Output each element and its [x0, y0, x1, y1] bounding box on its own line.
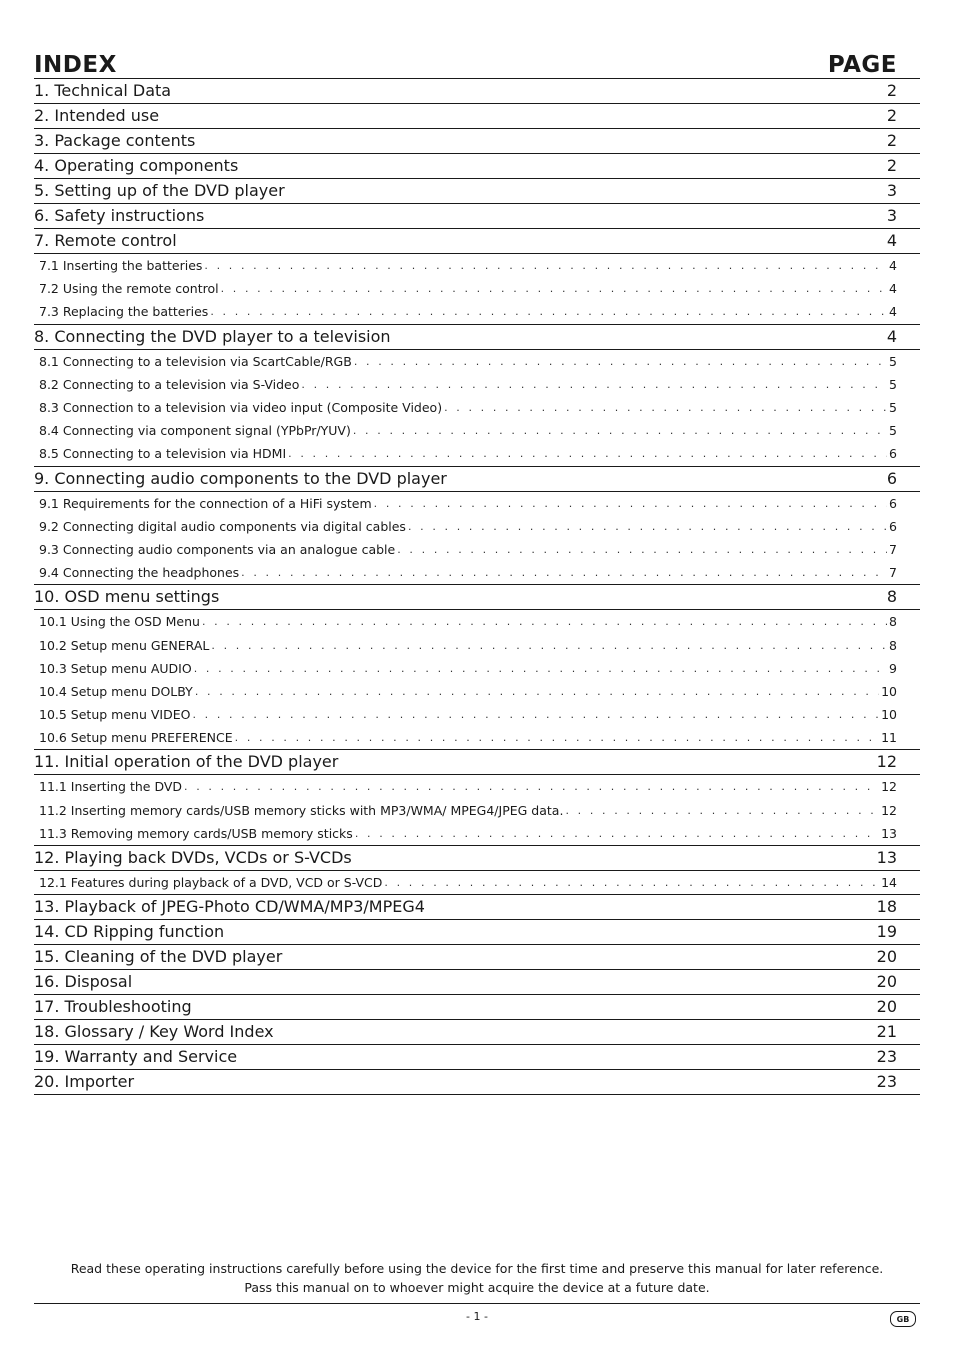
section-page: 23	[876, 1047, 897, 1067]
subsection-page: 6	[889, 446, 897, 462]
section-title: 12. Playing back DVDs, VCDs or S-VCDs	[34, 847, 352, 867]
dot-leader	[354, 355, 887, 368]
section-page: 2	[886, 81, 897, 100]
section-title: 19. Warranty and Service	[34, 1047, 238, 1067]
toc-subsection-row	[34, 561, 920, 585]
dot-leader	[374, 497, 887, 510]
subsection-page: 4	[889, 304, 897, 320]
dot-leader	[210, 305, 887, 318]
dot-leader	[235, 731, 879, 744]
toc-section-row	[34, 79, 920, 104]
section-page: 6	[886, 468, 897, 488]
dot-leader	[355, 827, 879, 840]
toc-section-row	[34, 325, 920, 350]
subsection-page: 4	[889, 258, 897, 274]
subsection-title: 10.3 Setup menu AUDIO	[39, 660, 192, 676]
dot-leader	[195, 685, 879, 698]
section-page: 21	[876, 1022, 897, 1042]
subsection-page: 5	[889, 353, 897, 369]
dot-leader	[194, 662, 887, 675]
dot-leader	[202, 615, 887, 628]
toc-subsection-row	[34, 538, 920, 561]
section-page: 2	[886, 106, 897, 125]
section-title: 13. Playback of JPEG-Photo CD/WMA/MP3/MPEG4	[34, 897, 425, 917]
subsection-title: 10.2 Setup menu GENERAL	[39, 637, 210, 653]
dot-leader	[241, 566, 887, 579]
dot-leader	[204, 259, 887, 272]
subsection-title: 10.1 Using the OSD Menu	[39, 614, 200, 630]
dot-leader	[192, 708, 879, 721]
section-page: 2	[886, 131, 897, 150]
dot-leader	[565, 804, 879, 817]
toc-subsection-row	[34, 657, 920, 680]
toc-subsection-row	[34, 610, 920, 633]
section-page: 2	[886, 156, 897, 175]
index-heading: INDEX	[34, 52, 117, 78]
footer-line-2: Pass this manual on to whoever might acquire the device at a future date.	[244, 1280, 710, 1295]
dot-leader	[221, 282, 887, 295]
subsection-page: 5	[889, 423, 897, 439]
toc-section-row	[34, 467, 920, 492]
toc-subsection-row	[34, 871, 920, 895]
subsection-title: 9.3 Connecting audio components via an analogue cable	[39, 541, 396, 557]
section-page: 3	[886, 206, 897, 225]
toc-body	[34, 79, 920, 1095]
toc-section-row	[34, 846, 920, 871]
subsection-title: 11.3 Removing memory cards/USB memory sticks	[39, 825, 353, 841]
toc-section-row	[34, 204, 920, 229]
toc-subsection-row	[34, 254, 920, 277]
toc-header	[34, 50, 920, 79]
section-title: 17. Troubleshooting	[34, 997, 192, 1017]
subsection-title: 11.1 Inserting the DVD	[39, 779, 183, 795]
subsection-title: 8.5 Connecting to a television via HDMI	[39, 446, 287, 462]
subsection-title: 7.1 Inserting the batteries	[39, 258, 203, 274]
toc-subsection-row	[34, 726, 920, 750]
dot-leader	[408, 520, 887, 533]
subsection-page: 13	[881, 825, 897, 841]
section-page: 13	[876, 847, 897, 867]
section-title: 16. Disposal	[34, 972, 133, 992]
toc-subsection-row	[34, 277, 920, 300]
toc-subsection-row	[34, 492, 920, 515]
dot-leader	[397, 543, 887, 556]
section-title: 8. Connecting the DVD player to a television	[34, 326, 391, 346]
dot-leader	[184, 780, 879, 793]
subsection-page: 12	[881, 779, 897, 795]
section-title: 1. Technical Data	[34, 81, 172, 100]
subsection-page: 14	[881, 875, 897, 891]
section-title: 20. Importer	[34, 1072, 135, 1092]
subsection-title: 10.6 Setup menu PREFERENCE	[39, 730, 233, 746]
subsection-page: 12	[881, 802, 897, 818]
subsection-page: 5	[889, 400, 897, 416]
toc-section-row	[34, 1070, 920, 1095]
section-page: 20	[876, 972, 897, 992]
section-page: 20	[876, 947, 897, 967]
section-page: 23	[876, 1072, 897, 1092]
subsection-title: 8.4 Connecting via component signal (YPbPr/YUV)	[39, 423, 351, 439]
section-title: 4. Operating components	[34, 156, 239, 175]
section-page: 12	[876, 752, 897, 772]
subsection-page: 8	[889, 637, 897, 653]
subsection-title: 9.4 Connecting the headphones	[39, 565, 240, 581]
subsection-page: 4	[889, 281, 897, 297]
section-title: 7. Remote control	[34, 231, 177, 250]
toc-subsection-row	[34, 633, 920, 656]
section-page: 3	[886, 181, 897, 200]
toc-section-row	[34, 154, 920, 179]
section-title: 2. Intended use	[34, 106, 160, 125]
subsection-title: 8.1 Connecting to a television via ScartCable/RGB	[39, 353, 352, 369]
toc-subsection-row	[34, 775, 920, 798]
toc-section-row	[34, 585, 920, 610]
dot-leader	[288, 447, 887, 460]
dot-leader	[384, 876, 879, 889]
section-title: 6. Safety instructions	[34, 206, 205, 225]
page-number: - 1 -	[466, 1310, 488, 1323]
subsection-title: 11.2 Inserting memory cards/USB memory sticks with MP3/WMA/ MPEG4/JPEG data.	[39, 802, 564, 818]
section-title: 10. OSD menu settings	[34, 587, 220, 607]
subsection-page: 6	[889, 518, 897, 534]
language-badge: GB	[890, 1311, 916, 1327]
subsection-page: 5	[889, 376, 897, 392]
section-page: 4	[886, 231, 897, 250]
toc-subsection-row	[34, 515, 920, 538]
toc-section-row	[34, 1045, 920, 1070]
section-page: 4	[886, 326, 897, 346]
toc-section-row	[34, 970, 920, 995]
section-page: 8	[886, 587, 897, 607]
subsection-title: 10.5 Setup menu VIDEO	[39, 707, 191, 723]
subsection-title: 9.2 Connecting digital audio components via digital cables	[39, 518, 406, 534]
dot-leader	[444, 401, 887, 414]
toc-section-row	[34, 750, 920, 775]
toc-section-row	[34, 920, 920, 945]
toc-section-row	[34, 995, 920, 1020]
subsection-page: 7	[889, 541, 897, 557]
toc-subsection-row	[34, 396, 920, 419]
subsection-page: 6	[889, 495, 897, 511]
section-page: 20	[876, 997, 897, 1017]
subsection-page: 10	[881, 707, 897, 723]
toc-subsection-row	[34, 822, 920, 846]
subsection-title: 9.1 Requirements for the connection of a HiFi system	[39, 495, 372, 511]
section-title: 18. Glossary / Key Word Index	[34, 1022, 274, 1042]
footer-line-1: Read these operating instructions carefully before using the device for the first time and preserve this manual for later reference.	[70, 1261, 884, 1276]
subsection-title: 7.3 Replacing the batteries	[39, 304, 209, 320]
toc-subsection-row	[34, 799, 920, 822]
toc-section-row	[34, 1020, 920, 1045]
toc-section-row	[34, 945, 920, 970]
toc-subsection-row	[34, 680, 920, 703]
toc-section-row	[34, 179, 920, 204]
dot-leader	[211, 639, 887, 652]
page-heading: PAGE	[827, 52, 897, 78]
section-title: 9. Connecting audio components to the DVD player	[34, 468, 447, 488]
section-title: 5. Setting up of the DVD player	[34, 181, 285, 200]
section-page: 18	[876, 897, 897, 917]
subsection-page: 9	[889, 660, 897, 676]
toc-subsection-row	[34, 442, 920, 466]
toc-subsection-row	[34, 350, 920, 373]
toc-section-row	[34, 229, 920, 254]
toc-section-row	[34, 129, 920, 154]
subsection-page: 7	[889, 565, 897, 581]
subsection-page: 10	[881, 683, 897, 699]
section-title: 11. Initial operation of the DVD player	[34, 752, 339, 772]
toc-subsection-row	[34, 373, 920, 396]
toc-subsection-row	[34, 419, 920, 442]
subsection-title: 12.1 Features during playback of a DVD, VCD or S-VCD	[39, 875, 383, 891]
subsection-page: 11	[881, 730, 897, 746]
toc-subsection-row	[34, 300, 920, 324]
subsection-page: 8	[889, 614, 897, 630]
dot-leader	[301, 378, 887, 391]
section-page: 19	[876, 922, 897, 942]
footer-divider	[34, 1303, 920, 1304]
subsection-title: 8.2 Connecting to a television via S-Video	[39, 376, 300, 392]
dot-leader	[353, 424, 887, 437]
footer-notice	[0, 1259, 954, 1297]
section-title: 15. Cleaning of the DVD player	[34, 947, 283, 967]
subsection-title: 10.4 Setup menu DOLBY	[39, 683, 193, 699]
toc-section-row	[34, 895, 920, 920]
section-title: 3. Package contents	[34, 131, 196, 150]
toc-section-row	[34, 104, 920, 129]
toc-subsection-row	[34, 703, 920, 726]
subsection-title: 8.3 Connection to a television via video input (Composite Video)	[39, 400, 443, 416]
section-title: 14. CD Ripping function	[34, 922, 225, 942]
subsection-title: 7.2 Using the remote control	[39, 281, 219, 297]
table-of-contents	[34, 50, 920, 1095]
